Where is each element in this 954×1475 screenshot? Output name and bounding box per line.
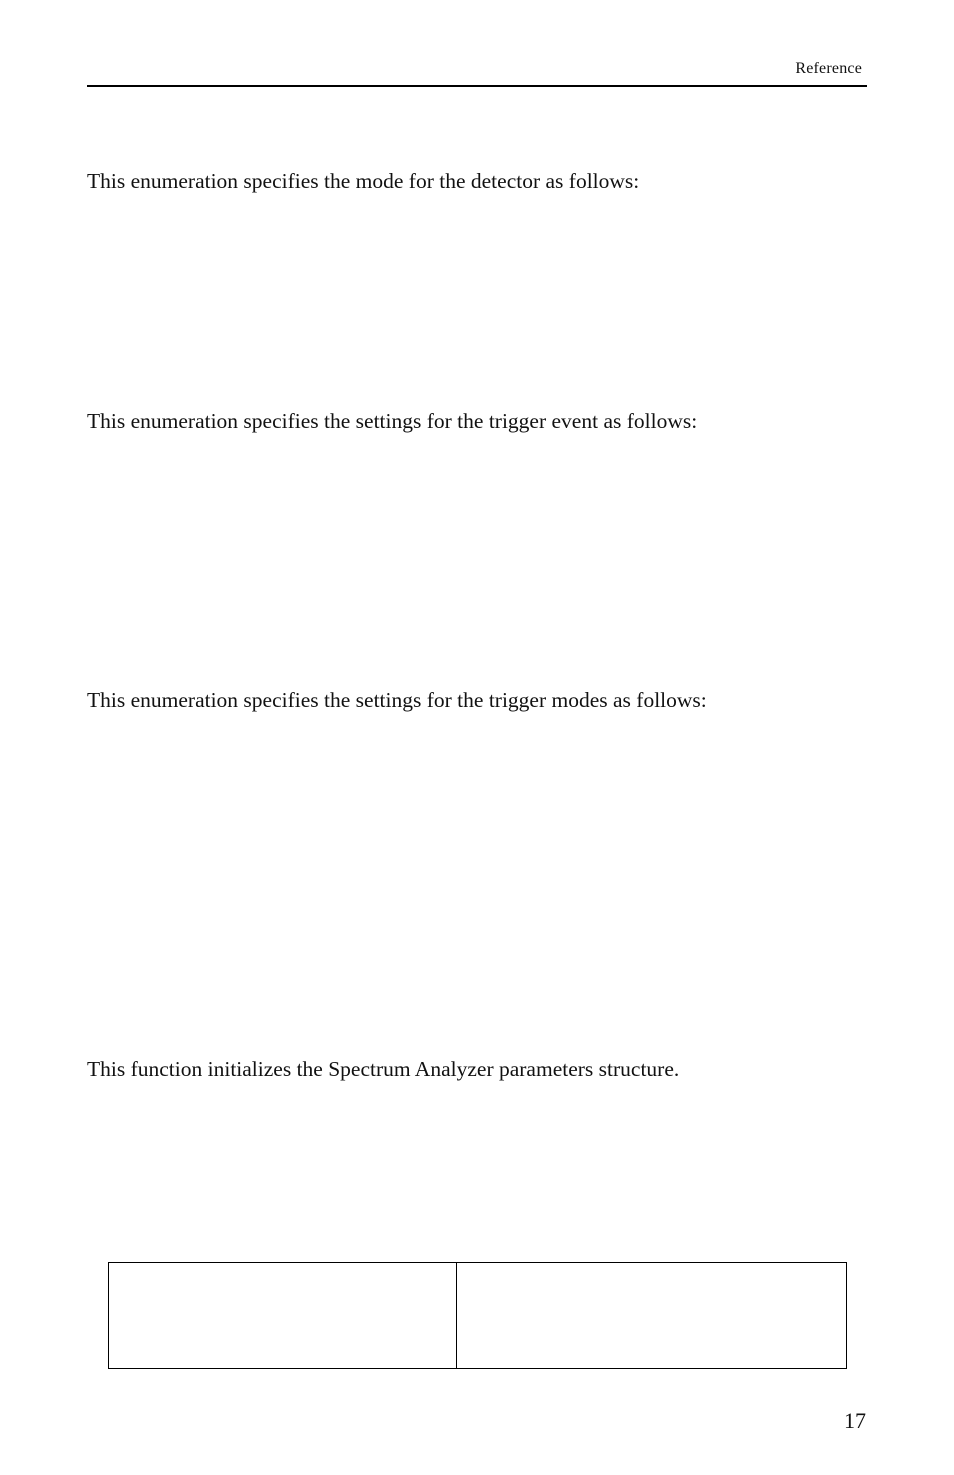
parameters-table <box>108 1262 847 1369</box>
table-cell <box>457 1263 847 1369</box>
table-row <box>109 1263 847 1369</box>
page-number: 17 <box>844 1408 866 1433</box>
detector-mode-description: This enumeration specifies the mode for the detector as follows: <box>87 169 640 193</box>
trigger-event-description: This enumeration specifies the settings for the trigger event as follows: <box>87 409 698 433</box>
header-rule <box>87 85 867 87</box>
table-cell <box>109 1263 457 1369</box>
init-function-description: This function initializes the Spectrum Analyzer parameters structure. <box>87 1057 680 1081</box>
trigger-modes-description: This enumeration specifies the settings for the trigger modes as follows: <box>87 688 707 712</box>
running-head: Reference <box>795 60 862 77</box>
